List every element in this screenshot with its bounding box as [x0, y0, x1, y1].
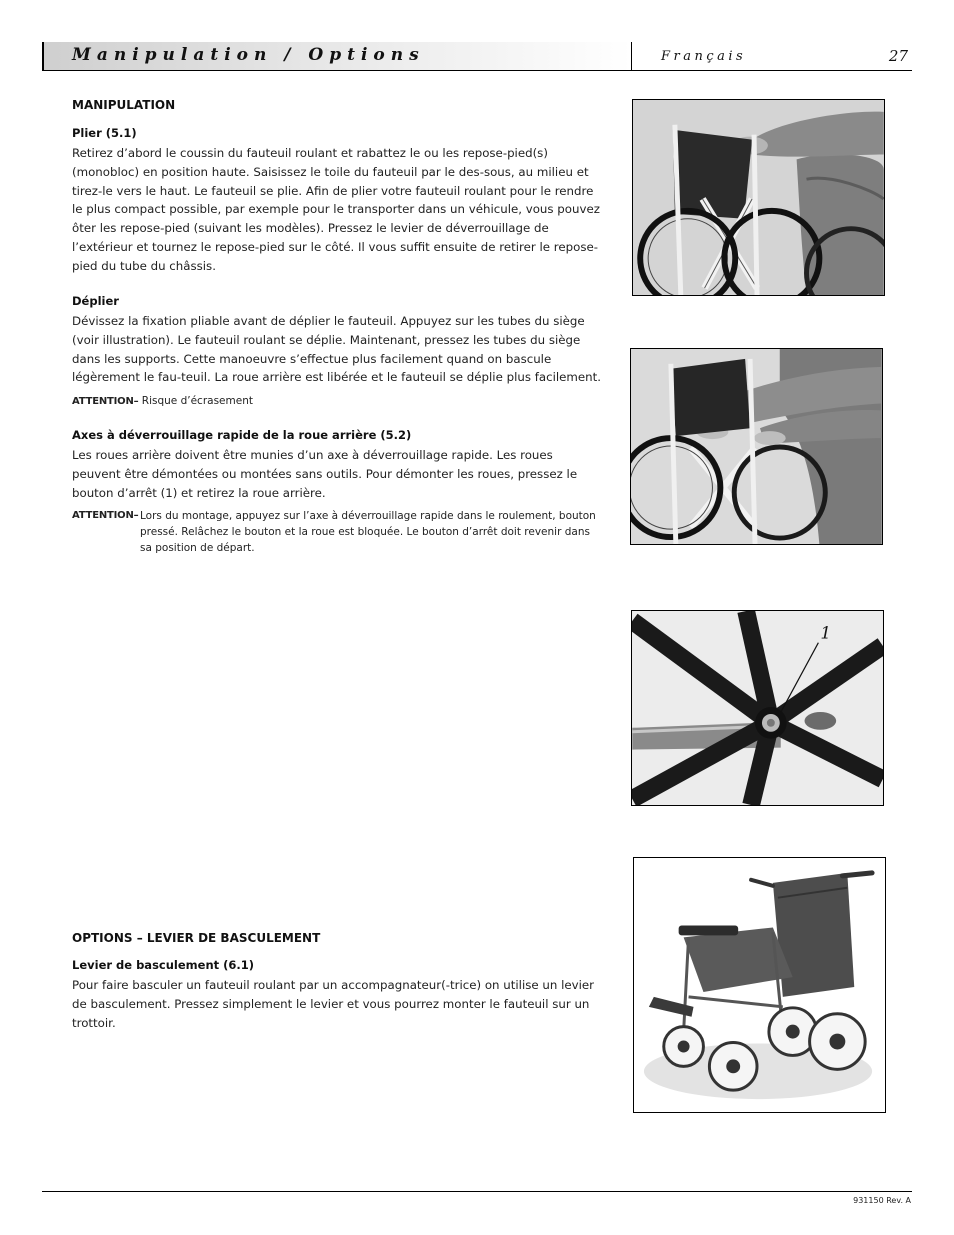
header-bottom-rule: [42, 70, 912, 71]
subheading-fold: Plier (5.1): [72, 126, 137, 140]
page-title: Manipulation / Options: [72, 45, 425, 65]
figure-tip-lever: [633, 857, 886, 1113]
paragraph-unfold: Dévissez la fixation pliable avant de déplier le fauteuil. Appuyez sur les tubes du siège (voir illustration). Le fauteuil roulant se déplie. Maintenant, pressez les tubes du siège dans les supports. Cette manoeuvre s’effectue plus facilement quand on bascule légèrement le fau-teuil. La roue arrière est libérée et le fauteuil se déplie plus facilement.: [72, 314, 601, 385]
tip-lever-illustration: [634, 858, 885, 1112]
manipulation-section: [72, 98, 604, 112]
fold-illustration: [633, 100, 884, 295]
page-number: 27: [888, 47, 908, 65]
language-label: Français: [661, 49, 747, 64]
subheading-quick-release: Axes à déverrouillage rapide de la roue arrière (5.2): [72, 428, 412, 442]
unfold-illustration: [631, 349, 882, 544]
options-section: [72, 931, 604, 945]
subheading-unfold: Déplier: [72, 294, 119, 308]
figure-unfold: [630, 348, 883, 545]
page-header: [42, 42, 912, 71]
unfold-block: [72, 294, 604, 410]
figure-fold: [632, 99, 885, 296]
attention-quick-release: [72, 508, 604, 556]
paragraph-fold: Retirez d’abord le coussin du fauteuil roulant et rabattez le ou les repose-pied(s) (monobloc) en position haute. Saisissez le toile du fauteuil par le des-sous, au milieu et tirez-le vers le haut. Le fauteuil se plie. Afin de plier votre fauteuil roulant pour le rendre le plus compact possible, par exemple pour le transporter dans un véhicule, vous pouvez ôter les repose-pied (suivant les modèles). Pressez le levier de déverrouillage de l’extérieur et tournez le repose-pied sur le côté. Il vous suffit ensuite de retirer le repose-pied du tube du châssis.: [72, 146, 600, 273]
tip-lever-block: [72, 958, 604, 1032]
attention-text: Risque d’écrasement: [141, 395, 253, 408]
figure-quick-release-axle: [631, 610, 884, 806]
footer-rule: [42, 1191, 912, 1192]
callout-label-1: 1: [820, 622, 832, 643]
fold-block: [72, 126, 604, 276]
header-divider: [631, 42, 632, 71]
attention-crush: [72, 393, 604, 410]
section-heading-manipulation: MANIPULATION: [72, 98, 176, 112]
section-heading-options: OPTIONS – LEVIER DE BASCULEMENT: [72, 931, 321, 945]
quick-release-block: [72, 428, 604, 556]
subheading-tip-lever: Levier de basculement (6.1): [72, 958, 255, 972]
paragraph-quick-release: Les roues arrière doivent être munies d’un axe à déverrouillage rapide. Les roues peuvent être démontées ou montées sans outils. Pour démonter les roues, pressez le bouton d’arrêt (1) et retirez la roue arrière.: [72, 448, 578, 500]
attention-text: Lors du montage, appuyez sur l’axe à déverrouillage rapide dans le roulement, bouton pressé. Relâchez le bouton et la roue est bloquée. Le bouton d’arrêt doit revenir dans sa position de départ.: [140, 510, 596, 555]
header-left-rule: [42, 42, 44, 71]
paragraph-tip-lever: Pour faire basculer un fauteuil roulant par un accompagnateur(-trice) on utilise un levier de basculement. Pressez simplement le levier et vous pourrez monter le fauteuil sur un trottoir.: [72, 978, 594, 1030]
attention-label: ATTENTION–: [72, 396, 139, 408]
axle-illustration: [632, 611, 883, 805]
attention-label: ATTENTION–: [72, 510, 139, 522]
document-number: 931150 Rev. A: [853, 1196, 911, 1205]
